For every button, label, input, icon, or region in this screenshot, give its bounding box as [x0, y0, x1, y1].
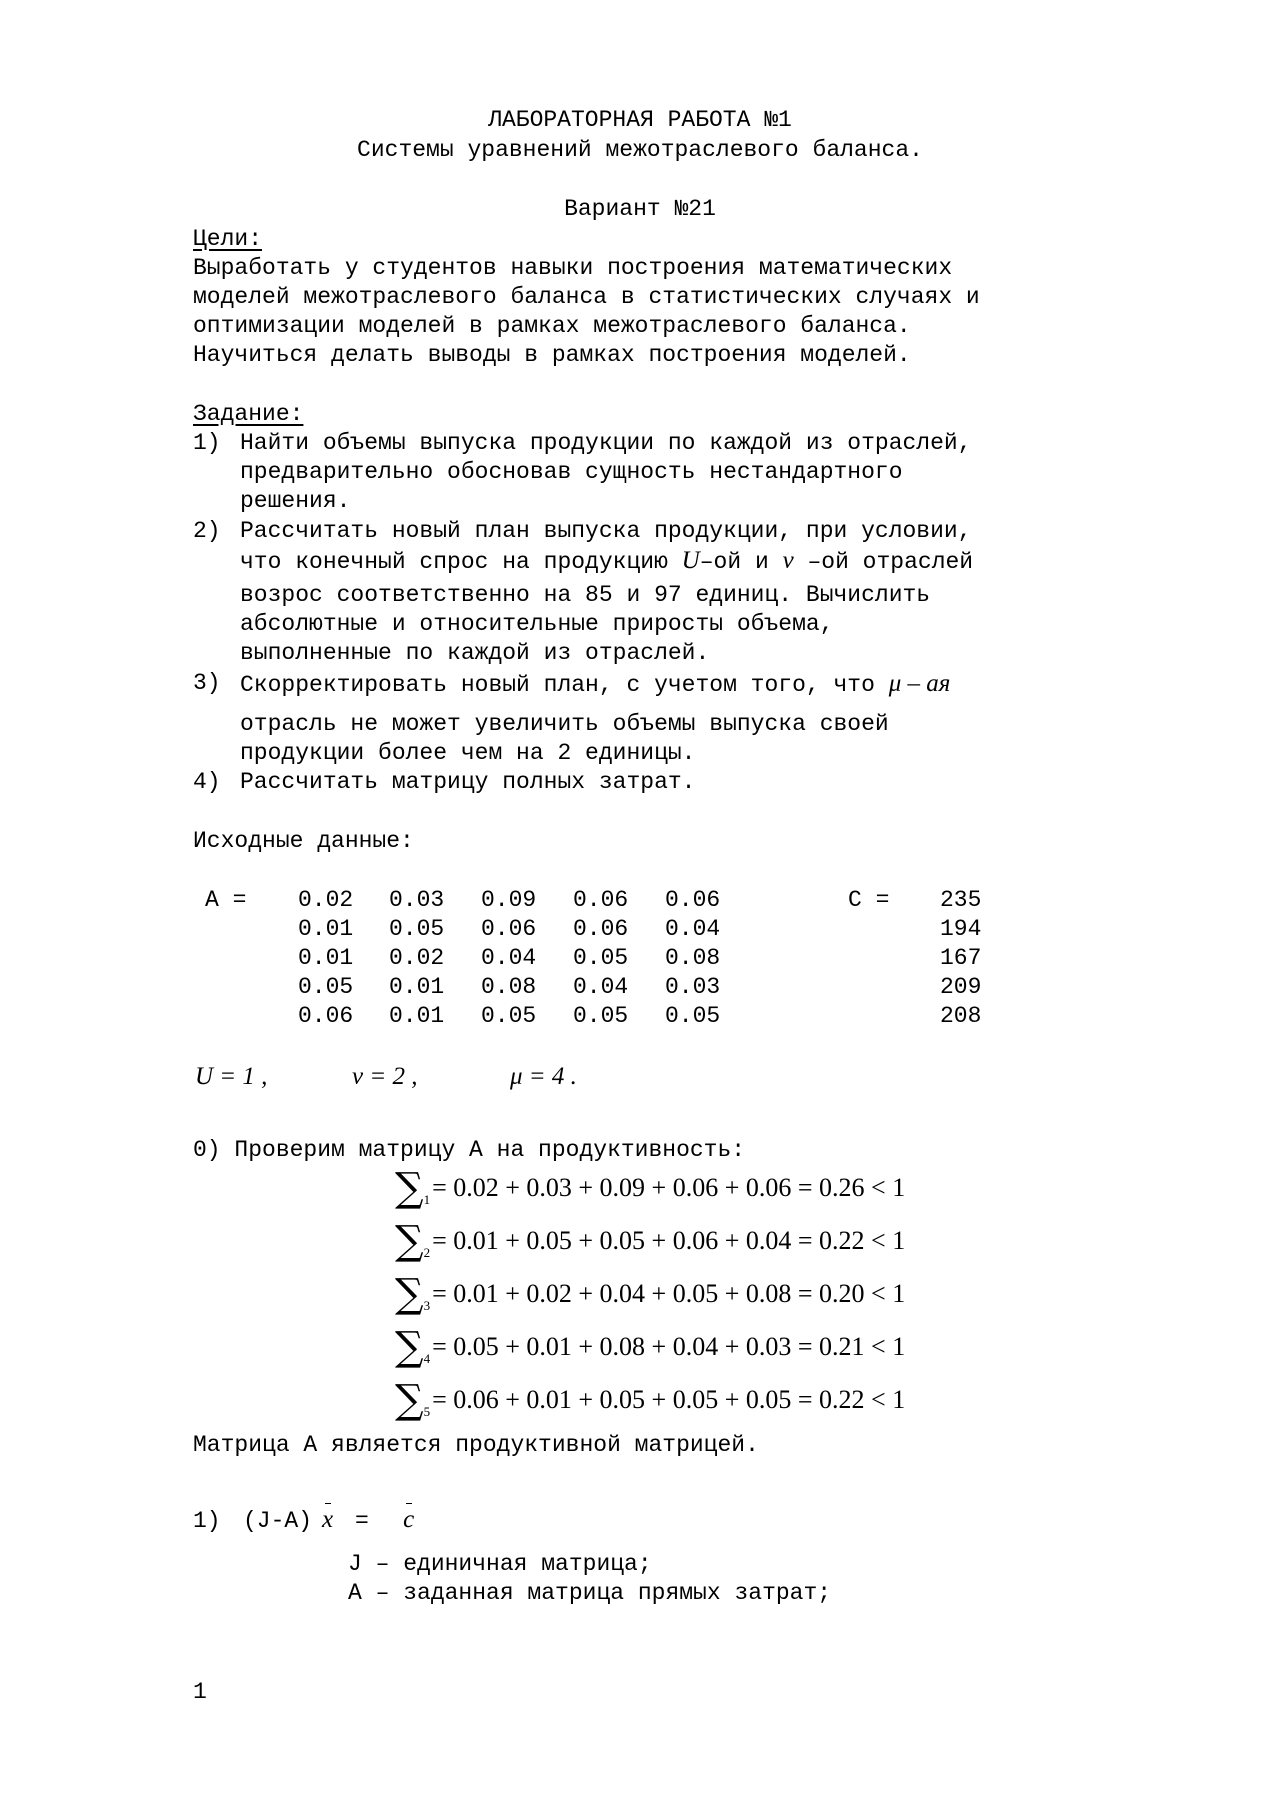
variable-u: U — [681, 547, 700, 574]
vector-cell: 235 — [940, 887, 982, 913]
sigma-symbol: ∑ — [395, 1165, 424, 1211]
param-v: ν = 2 , — [352, 1063, 418, 1090]
task-item-line: решения. — [240, 488, 351, 514]
sigma-symbol: ∑ — [395, 1324, 424, 1370]
check-conclusion: Матрица A является продуктивной матрицей. — [193, 1432, 759, 1458]
matrix-cell: 0.08 — [665, 945, 721, 971]
matrix-cell: 0.06 — [573, 916, 629, 942]
sigma-symbol: ∑ — [395, 1218, 424, 1264]
vector-cell: 194 — [940, 916, 982, 942]
task-item-text: –ой и — [699, 549, 783, 575]
matrix-cell: 0.06 — [298, 1003, 354, 1029]
step1-lhs: (J-A) — [243, 1508, 313, 1534]
task-item-line: продукции более чем на 2 единицы. — [240, 740, 696, 766]
vector-x-symbol: x — [322, 1506, 334, 1533]
sum-expression: = 0.02 + 0.03 + 0.09 + 0.06 + 0.06 = 0.26 < 1 — [432, 1173, 906, 1202]
matrix-cell: 0.05 — [481, 1003, 537, 1029]
matrix-cell: 0.01 — [298, 945, 354, 971]
variable-mu: μ – ая — [888, 670, 951, 697]
sum-row — [395, 1272, 905, 1316]
sum-row — [395, 1325, 905, 1369]
sum-index: 5 — [423, 1404, 431, 1419]
matrix-cell: 0.05 — [573, 945, 629, 971]
goals-line: моделей межотраслевого баланса в статистических случаях и — [193, 284, 980, 310]
sum-index: 3 — [423, 1298, 431, 1313]
matrix-cell: 0.01 — [389, 974, 445, 1000]
sum-row — [395, 1166, 905, 1210]
task-item-line — [240, 546, 973, 578]
task-item-line: Рассчитать матрицу полных затрат. — [240, 769, 696, 795]
lab-subtitle: Системы уравнений межотраслевого баланса. — [357, 137, 923, 163]
matrix-a-label: A = — [205, 887, 247, 913]
lab-title: ЛАБОРАТОРНАЯ РАБОТА №1 — [488, 107, 792, 133]
step1-equals: = — [355, 1508, 369, 1534]
task-item-number: 4) — [193, 769, 221, 795]
check-heading: 0) Проверим матрицу A на продуктивность: — [193, 1137, 746, 1163]
vector-cell: 209 — [940, 974, 982, 1000]
matrix-cell: 0.06 — [665, 887, 721, 913]
goals-line: оптимизации моделей в рамках межотраслевого баланса. — [193, 313, 911, 339]
matrix-cell: 0.02 — [389, 945, 445, 971]
matrix-cell: 0.06 — [481, 916, 537, 942]
matrix-cell: 0.01 — [298, 916, 354, 942]
matrix-cell: 0.03 — [665, 974, 721, 1000]
matrix-cell: 0.04 — [481, 945, 537, 971]
vector-c-symbol: c — [403, 1506, 415, 1533]
task-item-line: Найти объемы выпуска продукции по каждой из отраслей, — [240, 430, 972, 456]
task-item-number: 1) — [193, 430, 221, 456]
sum-row — [395, 1219, 905, 1263]
task-item-line: предварительно обосновав сущность нестандартного — [240, 459, 903, 485]
sum-index: 2 — [423, 1245, 431, 1260]
matrix-cell: 0.08 — [481, 974, 537, 1000]
task-item-text: –ой отраслей — [793, 549, 974, 575]
task-item-line: возрос соответственно на 85 и 97 единиц. Вычислить — [240, 582, 931, 608]
matrix-cell: 0.02 — [298, 887, 354, 913]
task-item-line: абсолютные и относительные приросты объема, — [240, 611, 834, 637]
task-item-text: что конечный спрос на продукцию — [240, 549, 682, 575]
task-heading: Задание: — [193, 401, 304, 427]
goals-line: Выработать у студентов навыки построения математических — [193, 255, 953, 281]
task-item-line: отрасль не может увеличить объемы выпуска своей — [240, 711, 889, 737]
sum-expression: = 0.06 + 0.01 + 0.05 + 0.05 + 0.05 = 0.22 < 1 — [432, 1385, 906, 1414]
task-item-line — [240, 669, 950, 701]
task-item-number: 2) — [193, 518, 221, 544]
matrix-cell: 0.06 — [573, 887, 629, 913]
matrix-cell: 0.01 — [389, 1003, 445, 1029]
source-data-heading: Исходные данные: — [193, 828, 414, 854]
vector-cell: 167 — [940, 945, 982, 971]
sum-expression: = 0.01 + 0.05 + 0.05 + 0.06 + 0.04 = 0.22 < 1 — [432, 1226, 906, 1255]
task-item-line: выполненные по каждой из отраслей. — [240, 640, 710, 666]
definition-j: J – единичная матрица; — [348, 1551, 652, 1577]
task-item-text: Скорректировать новый план, с учетом того, что — [240, 672, 889, 698]
task-item-line: Рассчитать новый план выпуска продукции, при условии, — [240, 518, 972, 544]
matrix-cell: 0.05 — [298, 974, 354, 1000]
sum-index: 4 — [423, 1351, 431, 1366]
task-item-number: 3) — [193, 670, 221, 696]
definition-a: A – заданная матрица прямых затрат; — [348, 1580, 832, 1606]
sum-expression: = 0.01 + 0.02 + 0.04 + 0.05 + 0.08 = 0.20 < 1 — [432, 1279, 906, 1308]
sigma-symbol: ∑ — [395, 1271, 424, 1317]
variant-label: Вариант №21 — [564, 196, 716, 222]
matrix-cell: 0.09 — [481, 887, 537, 913]
sum-index: 1 — [423, 1192, 431, 1207]
sum-expression: = 0.05 + 0.01 + 0.08 + 0.04 + 0.03 = 0.21 < 1 — [432, 1332, 906, 1361]
matrix-cell: 0.04 — [665, 916, 721, 942]
sigma-symbol: ∑ — [395, 1377, 424, 1423]
matrix-cell: 0.05 — [665, 1003, 721, 1029]
variable-v: ν — [782, 547, 794, 574]
page-number: 1 — [193, 1679, 207, 1705]
matrix-cell: 0.03 — [389, 887, 445, 913]
vector-c-label: C = — [848, 887, 890, 913]
goals-heading: Цели: — [193, 226, 263, 252]
step1-number: 1) — [193, 1508, 221, 1534]
param-mu: μ = 4 . — [510, 1063, 577, 1090]
goals-line: Научиться делать выводы в рамках построения моделей. — [193, 342, 911, 368]
sum-row — [395, 1378, 905, 1422]
matrix-cell: 0.05 — [573, 1003, 629, 1029]
matrix-cell: 0.05 — [389, 916, 445, 942]
vector-cell: 208 — [940, 1003, 982, 1029]
param-u: U = 1 , — [195, 1063, 268, 1090]
matrix-cell: 0.04 — [573, 974, 629, 1000]
